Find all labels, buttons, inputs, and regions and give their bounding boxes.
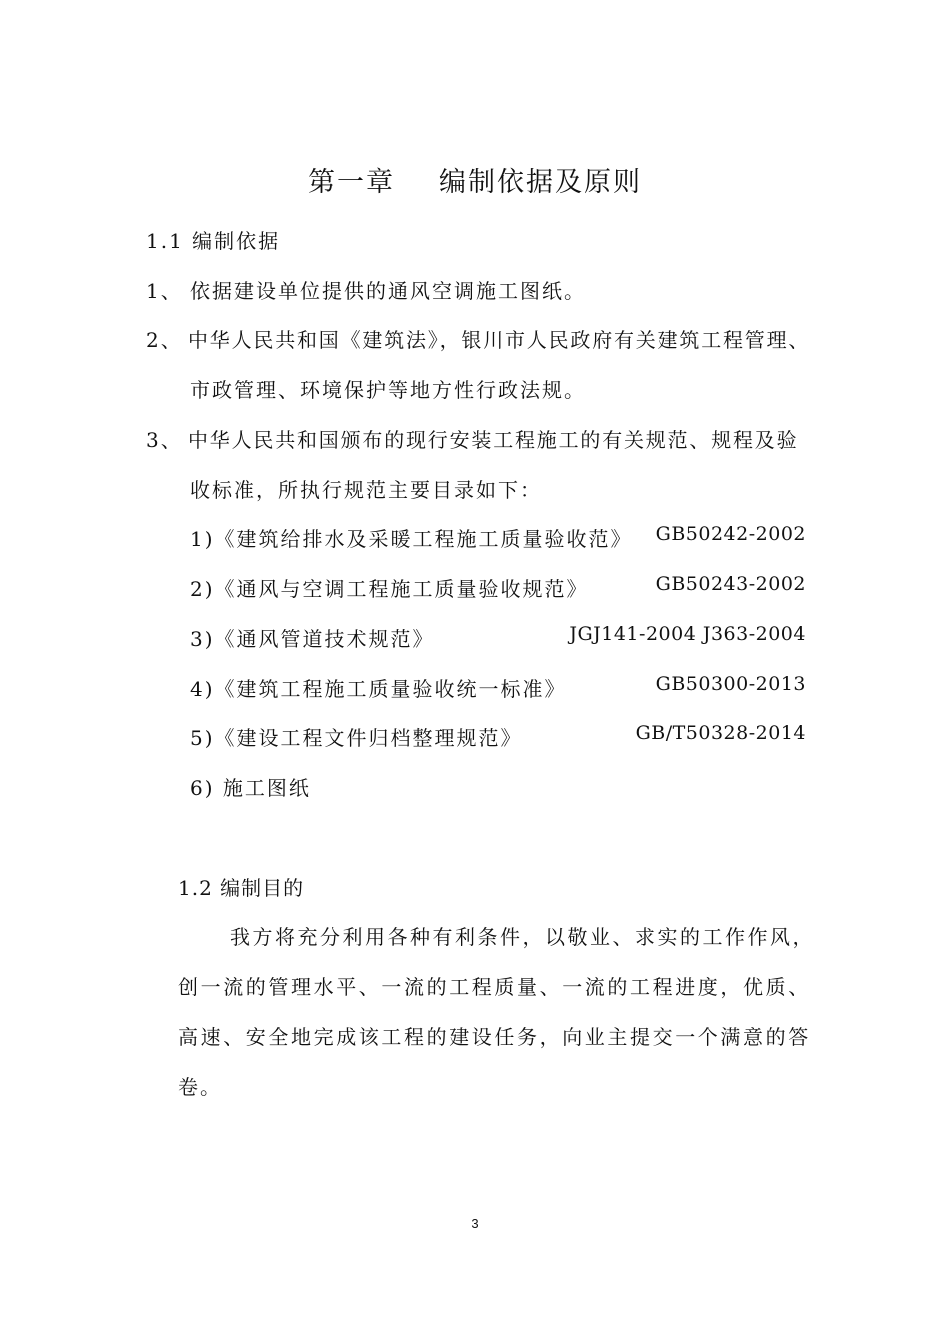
standard-name: 3)《通风管道技术规范》: [190, 627, 435, 651]
paragraph-line: 高速、安全地完成该工程的建设任务，向业主提交一个满意的答: [178, 1025, 811, 1049]
list-item-text: 中华人民共和国《建筑法》，银川市人民政府有关建筑工程管理、: [188, 328, 811, 352]
standard-row: [190, 523, 806, 553]
list-item-text: 中华人民共和国颁布的现行安装工程施工的有关规范、规程及验: [188, 428, 799, 452]
list-item-number: 3、: [146, 428, 183, 452]
chapter-label: 第一章: [308, 167, 395, 198]
page-number: 3: [471, 1216, 479, 1231]
chapter-title: [0, 160, 950, 199]
paragraph-line: 创一流的管理水平、一流的工程质量、一流的工程进度，优质、: [178, 975, 811, 999]
standard-name: 4)《建筑工程施工质量验收统一标准》: [190, 677, 567, 701]
standard-code: GB50243-2002: [655, 573, 806, 595]
standard-name: 5)《建设工程文件归档整理规范》: [190, 726, 523, 750]
standard-code: GB50300-2013: [655, 673, 806, 695]
standard-row: [190, 673, 806, 703]
list-item-text-continued: 收标准，所执行规范主要目录如下：: [190, 478, 542, 502]
standard-name: 6) 施工图纸: [190, 776, 311, 800]
list-item-text-continued: 市政管理、环境保护等地方性行政法规。: [190, 378, 586, 402]
section-heading-1-2: 1.2 编制目的: [178, 876, 305, 900]
list-item-number: 1、: [146, 279, 183, 303]
standard-name: 1)《建筑给排水及采暖工程施工质量验收范》: [190, 527, 633, 551]
standard-code: JGJ141-2004 J363-2004: [569, 623, 806, 645]
standard-row: [190, 573, 806, 603]
standard-code: GB50242-2002: [655, 523, 806, 545]
list-item-text: 依据建设单位提供的通风空调施工图纸。: [190, 279, 586, 303]
section-heading-1-1: 1.1 编制依据: [146, 229, 281, 253]
standard-row: [190, 623, 806, 653]
chapter-name: 编制依据及原则: [439, 167, 642, 198]
standard-code: GB/T50328-2014: [635, 722, 806, 744]
list-item-number: 2、: [146, 328, 183, 352]
standard-row: [190, 772, 806, 802]
standard-row: [190, 722, 806, 752]
paragraph-line: 卷。: [178, 1075, 222, 1099]
paragraph-line: 我方将充分利用各种有利条件，以敬业、求实的工作作风，: [230, 925, 815, 949]
standard-name: 2)《通风与空调工程施工质量验收规范》: [190, 577, 589, 601]
